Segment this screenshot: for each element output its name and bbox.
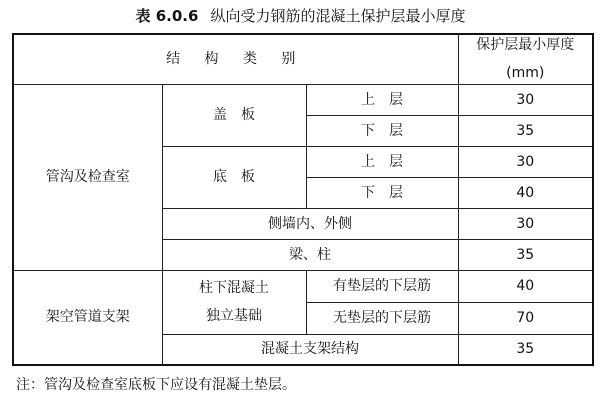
item-bottom-plate: 底 板 bbox=[162, 146, 306, 208]
item-beams-columns: 梁、柱 bbox=[162, 239, 458, 270]
group-name-pipe-support: 架空管道支架 bbox=[13, 270, 162, 365]
table-caption: 纵向受力钢筋的混凝土保护层最小厚度 bbox=[210, 7, 466, 25]
item-isolated-footing-line1: 柱下混凝土 bbox=[199, 280, 269, 296]
value-cell: 35 bbox=[458, 334, 593, 365]
header-thickness bbox=[458, 34, 593, 84]
header-row bbox=[13, 34, 593, 84]
value-cell: 30 bbox=[458, 208, 593, 239]
position-lower: 下 层 bbox=[306, 177, 458, 208]
item-concrete-support: 混凝土支架结构 bbox=[162, 334, 458, 365]
value-cell: 40 bbox=[458, 177, 593, 208]
table-container bbox=[12, 33, 592, 370]
value-cell: 35 bbox=[458, 115, 593, 146]
item-isolated-footing bbox=[162, 270, 306, 334]
header-thickness-unit: (mm) bbox=[506, 65, 545, 82]
position-upper: 上 层 bbox=[306, 84, 458, 115]
position-without-cushion: 无垫层的下层筋 bbox=[306, 302, 458, 334]
table-note: 注：管沟及检查室底板下应设有混凝土垫层。 bbox=[16, 377, 296, 393]
table-row bbox=[13, 84, 593, 115]
value-cell: 30 bbox=[458, 146, 593, 177]
table-title bbox=[0, 5, 601, 27]
cover-thickness-table bbox=[12, 33, 594, 366]
header-structure-category: 结 构 类 别 bbox=[13, 34, 458, 84]
position-lower: 下 层 bbox=[306, 115, 458, 146]
value-cell: 40 bbox=[458, 270, 593, 302]
header-thickness-label: 保护层最小厚度 bbox=[476, 37, 575, 54]
table-number: 表 6.0.6 bbox=[135, 7, 199, 25]
item-cover-plate: 盖 板 bbox=[162, 84, 306, 146]
group-name-pipe-trench: 管沟及检查室 bbox=[13, 84, 162, 270]
item-isolated-footing-line2: 独立基础 bbox=[206, 308, 262, 324]
value-cell: 30 bbox=[458, 84, 593, 115]
value-cell: 70 bbox=[458, 302, 593, 334]
table-row bbox=[13, 270, 593, 302]
position-with-cushion: 有垫层的下层筋 bbox=[306, 270, 458, 302]
value-cell: 35 bbox=[458, 239, 593, 270]
item-side-walls: 侧墙内、外侧 bbox=[162, 208, 458, 239]
position-upper: 上 层 bbox=[306, 146, 458, 177]
